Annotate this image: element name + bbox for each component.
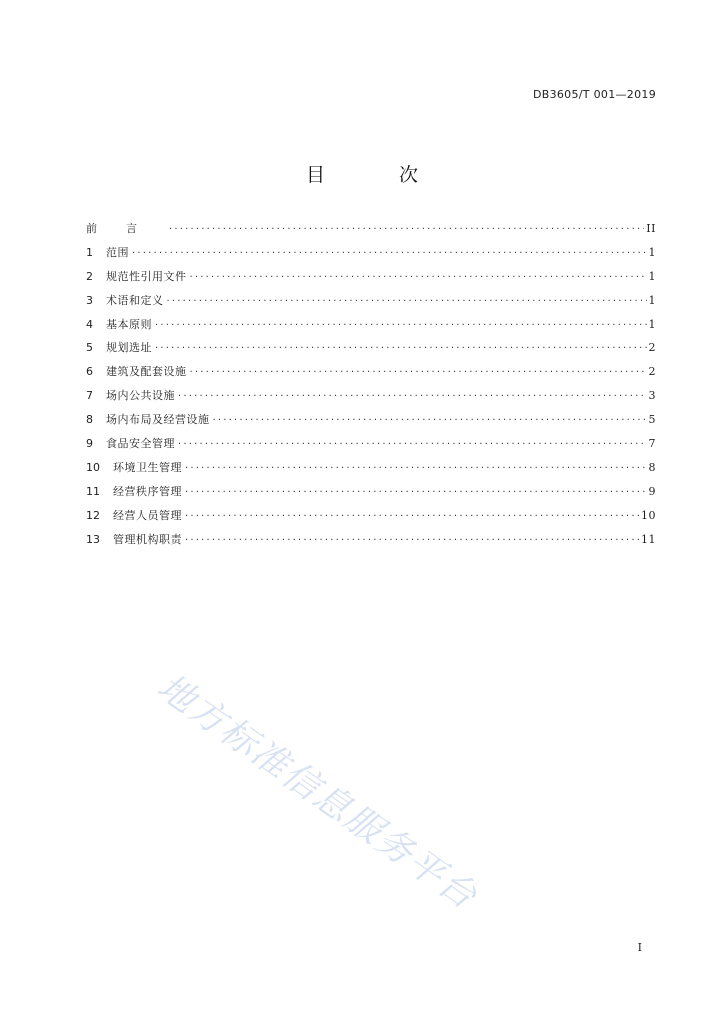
toc-entry-6[interactable] <box>86 360 656 384</box>
toc-leader-dots <box>213 409 647 433</box>
toc-entry-page: II <box>646 222 656 235</box>
toc-entry-label: 前言 <box>86 222 166 235</box>
toc-leader-dots <box>155 337 647 361</box>
toc-entry-label: 建筑及配套设施 <box>106 365 187 379</box>
toc-entry-page: 9 <box>648 484 656 498</box>
toc-entry-9[interactable] <box>86 432 656 456</box>
page-number: I <box>637 941 642 954</box>
toc-entry-label: 规范性引用文件 <box>106 269 187 283</box>
toc-entry-10[interactable] <box>86 456 656 480</box>
toc-leader-dots <box>190 361 647 385</box>
toc-entry-7[interactable] <box>86 384 656 408</box>
table-of-contents <box>86 217 656 551</box>
toc-entry-3[interactable] <box>86 289 656 313</box>
toc-leader-dots <box>155 314 647 338</box>
toc-entry-number: 11 <box>86 484 100 498</box>
toc-entry-number: 8 <box>86 413 93 427</box>
toc-entry-12[interactable] <box>86 504 656 528</box>
toc-entry-page: 10 <box>641 508 656 522</box>
toc-entry-label: 场内公共设施 <box>106 389 175 403</box>
toc-entry-number: 6 <box>86 365 93 379</box>
toc-leader-dots <box>167 290 647 314</box>
toc-leader-dots <box>169 218 644 242</box>
toc-entry-page: 1 <box>648 293 656 307</box>
toc-entry-page: 3 <box>648 389 656 403</box>
toc-entry-number: 3 <box>86 293 93 307</box>
toc-entry-4[interactable] <box>86 313 656 337</box>
watermark: 地方标准信息服务平台 <box>149 666 485 919</box>
toc-entry-label: 场内布局及经营设施 <box>106 413 210 427</box>
toc-entry-page: 1 <box>648 269 656 283</box>
toc-entry-label: 规划选址 <box>106 341 152 355</box>
toc-leader-dots <box>185 505 639 529</box>
toc-entry-page: 8 <box>648 460 656 474</box>
toc-entry-label: 术语和定义 <box>106 293 164 307</box>
toc-entry-2[interactable] <box>86 265 656 289</box>
toc-entry-page: 2 <box>648 365 656 379</box>
toc-entry-number: 5 <box>86 341 93 355</box>
toc-leader-dots <box>178 385 647 409</box>
toc-entry-13[interactable] <box>86 528 656 552</box>
toc-entry-number: 4 <box>86 317 93 331</box>
toc-entry-label: 环境卫生管理 <box>113 460 182 474</box>
toc-leader-dots <box>178 433 647 457</box>
toc-entry-page: 5 <box>648 413 656 427</box>
toc-entry-number: 9 <box>86 437 93 451</box>
toc-entry-label: 经营秩序管理 <box>113 484 182 498</box>
toc-entry-8[interactable] <box>86 408 656 432</box>
toc-entry-page: 1 <box>648 317 656 331</box>
toc-entry-page: 11 <box>641 532 656 546</box>
toc-entry-number: 10 <box>86 460 100 474</box>
toc-leader-dots <box>185 457 647 481</box>
toc-entry-label: 管理机构职责 <box>113 532 182 546</box>
toc-entry-number: 2 <box>86 269 93 283</box>
document-code: DB3605/T 001—2019 <box>532 88 656 101</box>
toc-entry-11[interactable] <box>86 480 656 504</box>
toc-leader-dots <box>132 242 647 266</box>
toc-leader-dots <box>190 266 647 290</box>
toc-entry-page: 7 <box>648 437 656 451</box>
toc-entry-label: 基本原则 <box>106 317 152 331</box>
toc-leader-dots <box>185 529 639 553</box>
toc-entry-number: 7 <box>86 389 93 403</box>
toc-entry-5[interactable] <box>86 336 656 360</box>
toc-entry-page: 1 <box>648 245 656 259</box>
toc-entry-label: 食品安全管理 <box>106 437 175 451</box>
toc-leader-dots <box>185 481 647 505</box>
toc-entry-number: 13 <box>86 532 100 546</box>
page-title: 目 次 <box>305 164 453 186</box>
toc-entry-number: 1 <box>86 245 93 259</box>
toc-entry-page: 2 <box>648 341 656 355</box>
toc-entry-number: 12 <box>86 508 100 522</box>
toc-entry-label: 范围 <box>106 245 129 259</box>
toc-entry-1[interactable] <box>86 241 656 265</box>
toc-entry-label: 经营人员管理 <box>113 508 182 522</box>
toc-entry-foreword[interactable] <box>86 217 656 241</box>
